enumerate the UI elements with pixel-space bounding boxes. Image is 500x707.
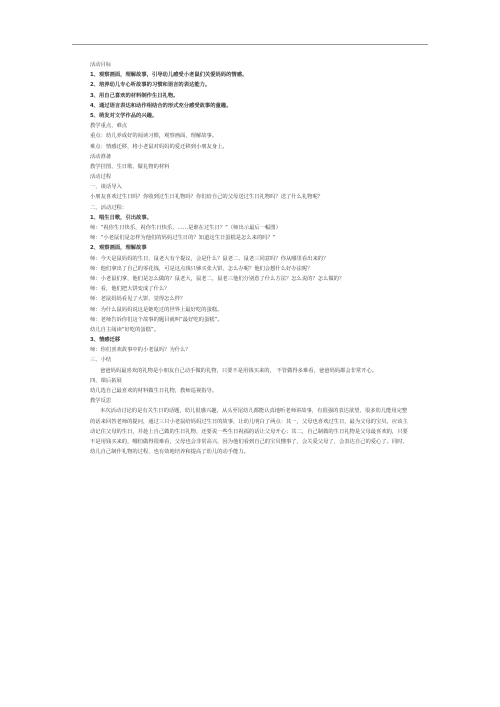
- text-line: 四、课后拓展: [90, 377, 122, 384]
- extension-section: [90, 376, 412, 407]
- text-line: 1、唱生日歌，引出故事。: [90, 214, 152, 221]
- text-line: 一、谈话导入: [90, 184, 122, 191]
- reflection-paragraph: 本次活动讨论的是有关生日的话题，幼儿很感兴趣，从头至尾幼儿都能认真地听老师讲故事，有很强的表达欲望，很多幼儿能用完整的话来回答老师的提问，通过三只小老鼠给妈妈过生日的故事，让幼儿明白了两点：其一，父母也喜欢过生日，最为父母的宝贝，应该主动记住父母的生日，并趁上自己做的生日礼物，还要说一些生日祝福的话让父母开心；其二，自己制做的生日礼物是父母最喜欢的，只要不是用钱买来的，哪怕做得很难看，父母也会非常高兴，因为他们看到自己的宝贝懂事了，会关爱父母了，会表达自己的爱心了。同时，幼儿自己制作礼物的过程，也有效地培养和提高了幼儿的动手能力。: [90, 408, 408, 456]
- text-line: 活动目标: [90, 62, 112, 68]
- text-line: 师：他们拿出了自己的零花钱，可是这点钱只够买张大饼，怎么办呢？他们会想什么好办法呢？: [90, 265, 313, 272]
- text-line: 幼儿选自己最喜欢的材料做生日礼物，教师巡视指导。: [90, 388, 218, 395]
- text-line: 教学挂图、生日歌、做礼物的材料: [90, 163, 170, 170]
- text-line: 师：“祝你生日快乐，祝你生日快乐，……是谁在过生日？”（师出示最后一幅图）: [90, 225, 281, 231]
- text-line: 师：老鼠妈妈看见了大饼，觉得怎么样？: [90, 296, 186, 303]
- text-line: 三、小结: [90, 357, 112, 364]
- lesson-plan-section: [90, 60, 412, 366]
- text-line: 教学反思: [90, 398, 112, 405]
- text-line: 师：“小老鼠们是怎样为他们的妈妈过生日的？知道这生日蛋糕是怎么来的吗？”: [90, 235, 276, 242]
- text-line: 二、活动过程：: [90, 204, 128, 211]
- text-line: 教学重点、难点: [90, 123, 128, 130]
- text-line: 3、情感迁移: [90, 337, 121, 344]
- text-line: 师：为什么鼠妈妈说这是她吃过的世界上最好吃的蛋糕。: [90, 306, 223, 313]
- text-line: 师：今天是鼠妈妈的生日，鼠老大有个提议，会是什么？鼠老二、鼠老三同意吗？你从哪里看出来的？: [90, 255, 329, 262]
- text-line: 5、萌发对文学作品的兴趣。: [90, 112, 158, 119]
- text-line: 2、观察画面，理解故事: [90, 245, 147, 252]
- text-line: 4、通过语言表达和动作相结合的形式充分感受故事的童趣。: [90, 102, 232, 109]
- summary-paragraph: 爸爸妈妈最喜欢的礼物是小朋友自己动手做的礼物，只要不是用钱买来的， 不管做得多难看，爸爸妈妈都会非常开心。: [100, 367, 378, 374]
- text-line: 1、观察画面，理解故事，引导幼儿感受小老鼠们关爱妈妈的情感。: [90, 72, 248, 79]
- document-body: [90, 60, 412, 457]
- text-line: 幼儿自主阅读“好吃的蛋糕”。: [90, 326, 160, 333]
- text-line: 小朋友喜欢过生日吗？你收到过生日礼物吗？你们给自己的父母送过生日礼物吗？送了什么礼物呢？: [90, 194, 324, 201]
- text-line: 活动准备: [90, 153, 112, 160]
- text-line: 师：你们喜欢故事中的小老鼠吗？为什么？: [90, 347, 191, 354]
- text-line: 师：老师告诉你们这个故事的题目就叫“最好吃的蛋糕”。: [90, 316, 223, 323]
- text-line: 2、培养幼儿专心听故事的习惯和语言的表达能力。: [90, 82, 211, 89]
- text-line: 3、用自己喜欢的材料制作生日礼物。: [90, 92, 179, 99]
- text-line: 活动过程: [90, 174, 112, 181]
- text-line: 重点：幼儿养成好的阅读习惯，观察画面，理解故事。: [90, 133, 218, 140]
- text-line: 师：看，他们把大饼变成了什么？: [90, 286, 170, 293]
- text-line: 师：小老鼠们拿，他们是怎么做的？鼠老大，鼠老二，鼠老三他们分别惹了什么方法？怎么说的？怎么做的？: [90, 275, 345, 282]
- header-rule: [72, 44, 428, 45]
- text-line: 难点：情感迁移，将小老鼠对妈妈的爱迁移到小朋友身上。: [90, 143, 228, 150]
